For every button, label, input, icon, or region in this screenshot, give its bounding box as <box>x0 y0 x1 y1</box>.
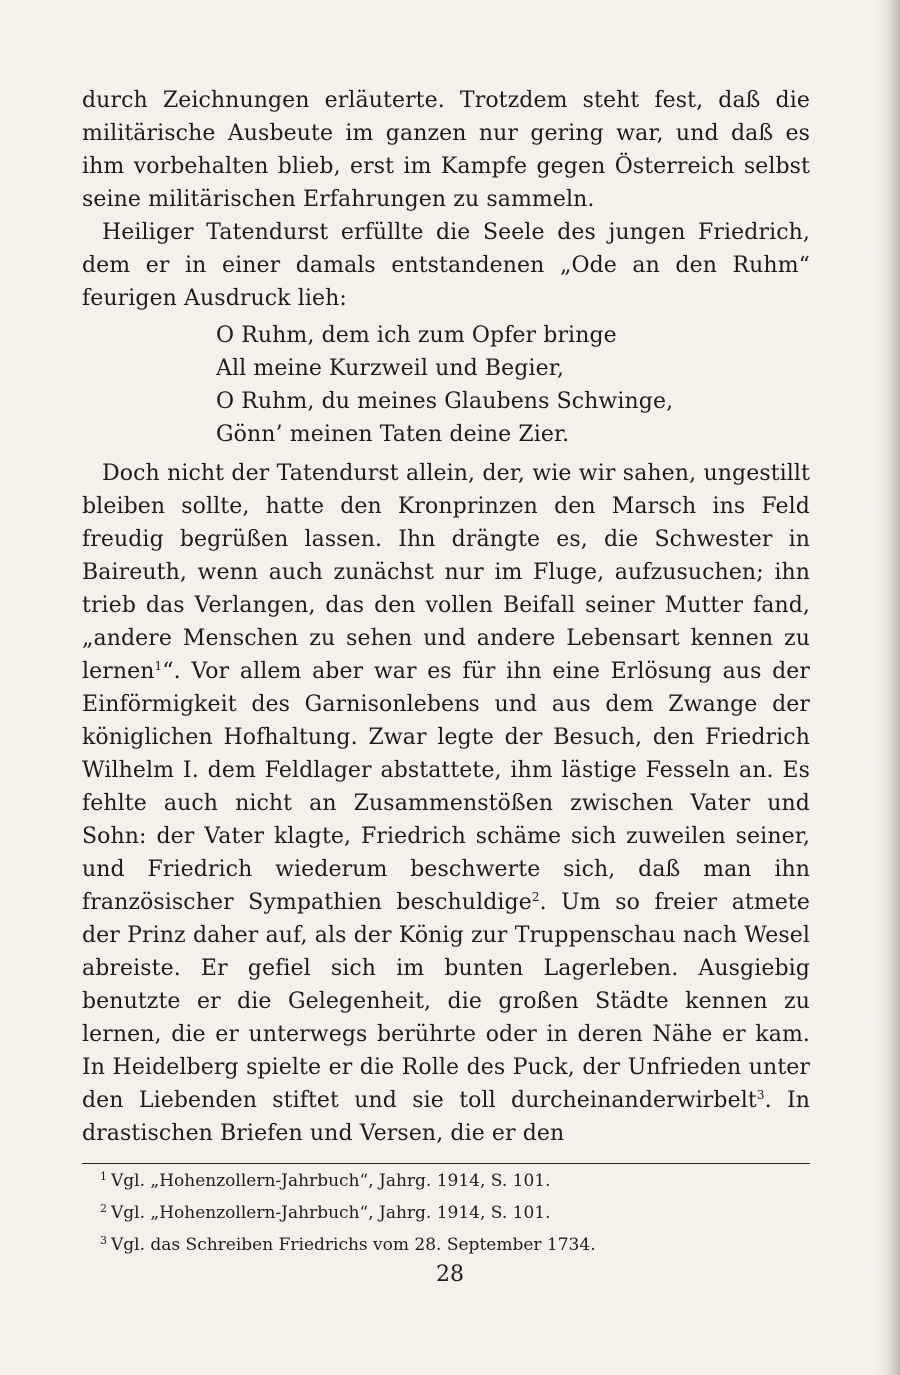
poem-line: Gönn’ meinen Taten deine Zier. <box>216 422 570 447</box>
footnote-1 <box>100 1163 800 1195</box>
poem-line: All meine Kurzweil und Begier, <box>216 356 565 381</box>
footnote-ref-3: 3 <box>756 1088 765 1102</box>
paragraph-3-part-b: “. Vor allem aber war es für ihn eine Erlösung aus der Einförmigkeit des Garnisonlebens und aus dem Zwange der königlichen Hofhaltung. Zwar legte der Besuch, den Friedrich Wilhelm I. dem Feldlager abstattete, ihm lästige Fesseln an. Es fehlte auch nicht an Zusammenstößen zwischen Vater und Sohn: der Vater klagte, Friedrich schäme sich zuweilen seiner, und Friedrich wiederum beschwerte sich, daß man ihn französischer Sympathien beschuldige <box>82 659 810 915</box>
paragraph-3-part-a: Doch nicht der Tatendurst allein, der, wie wir sahen, ungestillt bleiben sollte, hatte den Kronprinzen den Marsch ins Feld freudig begrüßen lassen. Ihn drängte es, die Schwester in Baireuth, wenn auch zunächst nur im Fluge, aufzusuchen; ihn trieb das Verlangen, das den vollen Beifall seiner Mutter fand, „andere Menschen zu sehen und andere Lebensart kennen zu lernen <box>82 461 810 684</box>
footnote-3 <box>100 1227 800 1259</box>
footnote-ref-1: 1 <box>154 659 163 673</box>
poem-line: O Ruhm, dem ich zum Opfer bringe <box>216 323 617 348</box>
paragraph-2: Heiliger Tatendurst erfüllte die Seele des jungen Friedrich, dem er in einer damals entstandenen „Ode an den Ruhm“ feurigen Ausdruck lieh: <box>82 220 810 311</box>
poem-line: O Ruhm, du meines Glaubens Schwinge, <box>216 389 674 414</box>
paragraph-1: durch Zeichnungen erläuterte. Trotzdem steht fest, daß die militärische Ausbeute im ganzen nur gering war, und daß es ihm vorbehalten blieb, erst im Kampfe gegen Österreich selbst seine militärischen Erfahrungen zu sammeln. <box>82 88 810 212</box>
footnote-text: Vgl. „Hohenzollern-Jahrbuch“, Jahrg. 1914, S. 101. <box>111 1171 551 1191</box>
footnote-mark: 1 <box>100 1170 107 1183</box>
page-number: 28 <box>436 1262 464 1287</box>
footnote-mark: 2 <box>100 1202 107 1215</box>
page-edge-shadow <box>874 0 900 1375</box>
main-text <box>82 84 810 1150</box>
footnote-ref-2: 2 <box>531 890 540 904</box>
paragraph-3-part-d: . In drastischen Briefen und Versen, die er den <box>82 1088 811 1146</box>
paragraph-3-part-c: . Um so freier atmete der Prinz daher auf, als der König zur Truppenschau nach Wesel abreiste. Er gefiel sich im bunten Lagerleben. Ausgiebig benutzte er die Gelegenheit, die großen Städte kennen zu lernen, die er unterwegs berührte oder in deren Nähe er kam. In Heidelberg spielte er die Rolle des Puck, der Unfrieden unter den Liebenden stiftet und sie toll durcheinanderwirbelt <box>82 890 810 1113</box>
footnote-mark: 3 <box>100 1234 107 1247</box>
footnote-2 <box>100 1195 800 1227</box>
footnote-text: Vgl. das Schreiben Friedrichs vom 28. September 1734. <box>111 1235 596 1255</box>
footnotes <box>100 1163 800 1259</box>
footnote-text: Vgl. „Hohenzollern-Jahrbuch“, Jahrg. 1914, S. 101. <box>111 1203 551 1223</box>
poem-quote <box>216 319 810 451</box>
paragraph-3 <box>82 457 810 1150</box>
